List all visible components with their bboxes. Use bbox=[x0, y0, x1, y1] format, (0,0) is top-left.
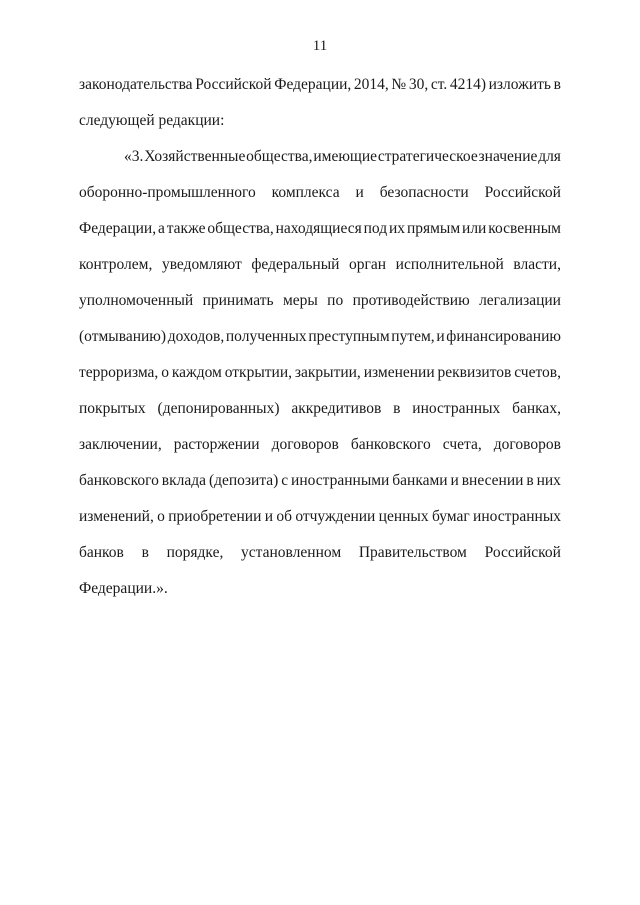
text-line-4: оборонно-промышленного комплекса и безопасности Российской bbox=[79, 184, 561, 201]
text-line-2: следующей редакции: bbox=[79, 112, 225, 129]
text-line-1: законодательства Российской Федерации, 2014, № 30, ст. 4214) изложить в bbox=[79, 76, 561, 93]
text-line-3: «3. Хозяйственные общества, имеющие стратегическое значение для bbox=[124, 148, 561, 165]
text-line-11: заключении, расторжении договоров банковского счета, договоров bbox=[79, 436, 561, 453]
text-line-14: банков в порядке, установленном Правительством Российской bbox=[79, 544, 561, 561]
text-line-15: Федерации.». bbox=[79, 580, 168, 597]
text-line-5: Федерации, а также общества, находящиеся под их прямым или косвенным bbox=[79, 220, 561, 237]
text-line-7: уполномоченный принимать меры по противодействию легализации bbox=[79, 292, 561, 309]
text-line-9: терроризма, о каждом открытии, закрытии, изменении реквизитов счетов, bbox=[79, 364, 561, 381]
text-line-8: (отмыванию) доходов, полученных преступным путем, и финансированию bbox=[79, 328, 561, 345]
page-number: 11 bbox=[312, 38, 328, 54]
text-line-6: контролем, уведомляют федеральный орган исполнительной власти, bbox=[79, 256, 561, 273]
text-line-13: изменений, о приобретении и об отчуждении ценных бумаг иностранных bbox=[79, 508, 561, 525]
text-line-12: банковского вклада (депозита) с иностранными банками и внесении в них bbox=[79, 472, 561, 489]
text-line-10: покрытых (депонированных) аккредитивов в иностранных банках, bbox=[79, 400, 561, 417]
